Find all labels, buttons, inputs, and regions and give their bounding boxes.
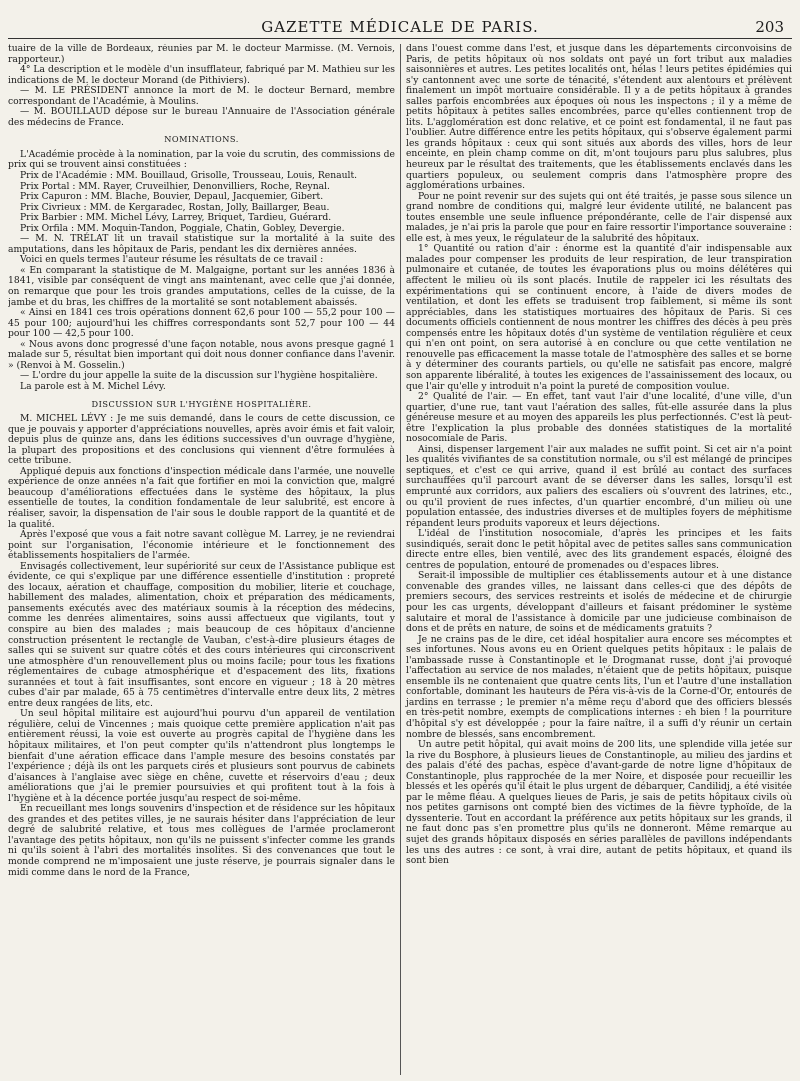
paragraph: L'idéal de l'institution nosocomiale, d'après les principes et les faits susindiqués, serait donc le petit hôpital avec de petites salles sans communication directe entre elles, bien ventilé, avec des lits grandement espacés, éloigné des centres de population, entouré de promenades ou d'espaces libres. <box>406 528 792 571</box>
paragraph: dans l'ouest comme dans l'est, et jusque dans les départements circonvoisins de Paris, de petits hôpitaux où nos soldats ont payé un fort tribut aux maladies saisonnières et autres. Les petites localités ont, hélas ! leurs petites épidémies qui s'y cantonnent avec une sorte de ténacité, s'étendent aux alentours et prélèvent finalement un impôt mortuaire considérable. Il y a de petits hôpitaux à grandes salles parfois encombrées aux époques où nous les inspectons ; il y a même de petits hôpitaux à petites salles encombrées, parce qu'elles contiennent trop de lits. L'agglomération est donc relative, et ce point est fondamental, il ne faut pas l'oublier. Autre différence entre les petits hôpitaux, qui s'observe également parmi les grands hôpitaux : ceux qui sont situés aux abords des villes, hors de leur enceinte, en plein champ comme on dit, m'ont toujours paru plus salubres, plus heureux par le résultat des traitements, que les établissements enclavés dans les quartiers populeux, ou seulement compris dans l'atmosphère propre des agglomérations urbaines. <box>406 44 792 192</box>
paragraph: Serait-il impossible de multiplier ces établissements autour et à une distance convenable des grandes villes, ne laissant dans celles-ci que des dépôts de premiers secours, des services restreints et isolés de médecine et de chirurgie pour les cas urgents, développant d'ailleurs et faisant prédominer le système salutaire et moral de l'assistance à domicile par une judicieuse combinaison de dons et de prêts en nature, de soins et de médicaments gratuits ? <box>406 570 792 635</box>
journal-title: GAZETTE MÉDICALE DE PARIS. <box>261 18 539 36</box>
section-heading: NOMINATIONS. <box>164 134 239 145</box>
paragraph: Je ne crains pas de le dire, cet idéal hospitalier aura encore ses mécomptes et ses infortunes. Nous avons eu en Orient quelques petits hôpitaux : le palais de l'ambassade russe à Constantinople et le Drogmanat russe, dont j'ai provoqué l'affectation au service de nos malades, n'étaient que de petits hôpitaux, puisque ensemble ils ne contenaient que quatre cents lits, l'un et l'autre d'une installation confortable, dominant les hauteurs de Péra vis-à-vis de la Corne-d'Or, entourés de jardins en terrasse ; le premier n'a même reçu d'abord que des officiers blessés en très-petit nombre, exempts de complications internes : eh bien ! la pourriture d'hôpital s'y est développée ; pour la faire naître, il a suffi d'y réunir un certain nombre de blessés, sans encombrement. <box>406 633 792 740</box>
paragraph: « Nous avons donc progressé d'une façon notable, nous avons presque gagné 1 malade sur 5, résultat bien important qui doit nous donner confiance dans l'avenir. » (Renvoi à M. Gosselin.) <box>8 338 395 371</box>
paragraph: Appliqué depuis aux fonctions d'inspection médicale dans l'armée, une nouvelle expérience de onze années n'a fait que fortifier en moi la conviction que, malgré beaucoup d'améliorations effectuées dans le système des hôpitaux, la plus essentielle de toutes, la condition fondamentale de leur salubrité, est encore à réaliser, savoir, la dispensation de l'air sous le double rapport de la quantité et de la qualité. <box>8 465 395 530</box>
paragraph: 2° Qualité de l'air. — En effet, tant vaut l'air d'une localité, d'une ville, d'un quartier, d'une rue, tant vaut l'aération des salles, fût-elle assurée dans la plus généreuse mesure et au moyen des appareils les plus perfectionnés. C'est là peut-être l'explication la plus probable des données statistiques de la mortalité nosocomiale de Paris. <box>406 391 792 445</box>
paragraph: Prix Portal : MM. Rayer, Cruveilhier, Denonvilliers, Roche, Reynal. <box>20 180 330 192</box>
paragraph: Prix Civrieux : MM. de Kergaradec, Rostan, Jolly, Baillarger, Beau. <box>20 201 330 213</box>
paragraph: Prix Orfila : MM. Moquin-Tandon, Poggiale, Chatin, Gobley, Devergie. <box>20 222 345 234</box>
left-column <box>8 44 400 1075</box>
paragraph: — M. N. TRÉLAT lit un travail statistique sur la mortalité à la suite des amputations, dans les hôpitaux de Paris, pendant les dix dernières années. <box>8 233 395 255</box>
paragraph: Prix Capuron : MM. Blache, Bouvier, Depaul, Jacquemier, Gibert. <box>20 191 324 203</box>
paragraph: — M. LE PRÉSIDENT annonce la mort de M. le docteur Bernard, membre correspondant de l'Académie, à Moulins. <box>8 85 395 107</box>
paragraph: « Ainsi en 1841 ces trois opérations donnent 62,6 pour 100 — 55,2 pour 100 — 45 pour 100; aujourd'hui les chiffres correspondants sont 52,7 pour 100 — 44 pour 100 — 42,5 pour 100. <box>8 307 395 340</box>
paragraph: Un autre petit hôpital, qui avait moins de 200 lits, une splendide villa jetée sur la rive du Bosphore, à plusieurs lieues de Constantinople, au milieu des jardins et des palais d'été des pachas, espèce d'avant-garde de notre ligne d'hôpitaux de Constantinople, plus rapprochée de la mer Noire, et disposée pour recueillir les blessés et les opérés qu'il était le plus urgent de débarquer, Candilidj, a été visitée par le même fléau. A quelques lieues de Paris, je sais de petits hôpitaux civils où nos petites garnisons ont compté bien des victimes de la fièvre typhoïde, de la dyssenterie. Tout en accordant la préférence aux petits hôpitaux sur les grands, il ne faut donc pas s'en promettre plus qu'ils ne donneront. Même remarque au sujet des grands hôpitaux disposés en séries parallèles de pavillons indépendants les uns des autres : ce sont, à vrai dire, autant de petits hôpitaux, et quand ils sont bien <box>406 739 792 867</box>
paragraph: — M. BOUILLAUD dépose sur le bureau l'Annuaire de l'Association générale des médecins de France. <box>8 106 395 128</box>
paragraph: tuaire de la ville de Bordeaux, réunies par M. le docteur Marmisse. (M. Vernois, rapporteur.) <box>8 44 395 65</box>
paragraph: « En comparant la statistique de M. Malgaigne, portant sur les années 1836 à 1841, visible par conséquent de vingt ans maintenant, avec celle que j'ai donnée, on remarque que pour les trois grandes amputations, celles de la cuisse, de la jambe et du bras, les chiffres de la mortalité se sont notablement abaissés. <box>8 264 395 308</box>
paragraph: — L'ordre du jour appelle la suite de la discussion sur l'hygiène hospitalière. <box>20 370 378 382</box>
paragraph: M. MICHEL LÉVY : Je me suis demandé, dans le cours de cette discussion, ce que je pouvais y apporter d'appréciations nouvelles, après avoir émis et fait valoir, depuis plus de quinze ans, dans les éditions successives d'un ouvrage d'hygiène, la plupart des propositions et des conclusions qui viennent d'être formulées à cette tribune. <box>8 413 395 467</box>
paragraph: Prix Barbier : MM. Michel Lévy, Larrey, Briquet, Tardieu, Guérard. <box>20 212 332 224</box>
paragraph: 1° Quantité ou ration d'air : énorme est la quantité d'air indispensable aux malades pour compenser les produits de leur respiration, de leur transpiration pulmonaire et cutanée, de toutes les évaporations plus ou moins délétères qui affectent le milieu où ils sont placés. Inutile de rappeler ici les résultats des expérimentations qui se continuent encore, à l'aide de divers modes de ventilation, et dont les effets se traduisent trop faiblement, si même ils sont appréciables, dans les statistiques mortuaires des hôpitaux de Paris. Si ces documents officiels contiennent de nous montrer les chiffres des décès à peu près compensés entre les hôpitaux dotés d'un système de ventilation régulière et ceux qui n'en ont point, on sera autorisé à en conclure ou que cette ventilation ne renouvelle pas efficacement la masse totale de l'atmosphère des salles et se borne à y déterminer des courants partiels, ou qu'elle ne satisfait pas encore, malgré son apparente libéralité, à toutes les exigences de l'assainissement des locaux, ou que l'air qu'elle y introduit n'a point la pureté de composition voulue. <box>406 243 792 392</box>
paragraph: 4° La description et le modèle d'un insufflateur, fabriqué par M. Mathieu sur les indications de M. le docteur Morand (de Pithiviers). <box>8 64 395 86</box>
page-header <box>8 18 792 39</box>
paragraph: L'Académie procède à la nomination, par la voie du scrutin, des commissions de prix qui se trouvent ainsi constituées : <box>8 148 395 171</box>
paragraph: La parole est à M. Michel Lévy. <box>20 380 166 392</box>
paragraph: En recueillant mes longs souvenirs d'inspection et de résidence sur les hôpitaux des grandes et des petites villes, je ne saurais hésiter dans l'appréciation de leur degré de salubrité relative, et tous mes collègues de l'armée proclameront l'avantage des petits hôpitaux, non qu'ils ne puissent s'infecter comme les grands ni qu'ils soient à l'abri des mortalités insolites. Si des convenances que tout le monde comprend ne m'imposaient une juste réserve, je pourrais signaler dans le midi comme dans le nord de la France, <box>8 803 395 878</box>
paragraph: Pour ne point revenir sur des sujets qui ont été traités, je passe sous silence un grand nombre de conditions qui, malgré leur évidente utilité, ne balancent pas toutes ensemble une seule influence prépondérante, celle de l'air dispensé aux malades, je n'ai pris la parole que pour en faire ressortir l'importance souveraine : elle est, à mes yeux, le régulateur de la salubrité des hôpitaux. <box>406 190 792 244</box>
paragraph: Ainsi, dispenser largement l'air aux malades ne suffit point. Si cet air n'a point les qualités vivifiantes de sa constitution normale, ou s'il est mélangé de principes septiques, et c'est ce qui arrive, quand il est brûlé au contact des surfaces surchauffées qu'il parcourt avant de se déverser dans les salles, lorsqu'il est emprunté aux corridors, aux paliers des escaliers où s'ouvrent des latrines, etc., ou qu'il provient de rues infectes, d'un quartier encombré, d'un milieu où une population entassée, des industries diverses et de multiples foyers de méphitisme répandent leurs produits vaporeux et leurs déjections. <box>406 443 792 529</box>
paragraph: Prix de l'Académie : MM. Bouillaud, Grisolle, Trousseau, Louis, Renault. <box>20 170 358 182</box>
text-columns <box>8 44 792 1075</box>
right-column <box>400 44 792 1075</box>
paragraph: Un seul hôpital militaire est aujourd'hui pourvu d'un appareil de ventilation régulière, celui de Vincennes ; mais quoique cette première application n'ait pas entièrement réussi, la voie est ouverte au progrès capital de l'hygiène dans les hôpitaux militaires, et l'on peut compter qu'ils n'attendront plus longtemps le bienfait d'une aération efficace dans l'ample mesure des besoins constatés par l'expérience ; déjà ils ont les parquets cirés et plusieurs sont pourvus de cabinets d'aisances à l'anglaise avec siège en chêne, cuvette et réservoirs d'eau ; deux améliorations que j'ai le premier poursuivies et qui profitent tout à la fois à l'hygiène et à la décence portée jusqu'au respect de soi-même. <box>8 708 395 804</box>
paragraph: Après l'exposé que vous a fait notre savant collègue M. Larrey, je ne reviendrai point sur l'organisation, l'économie intérieure et le fonctionnement des établissements hospitaliers de l'armée. <box>8 529 395 562</box>
section-heading: DISCUSSION SUR L'HYGIÈNE HOSPITALIÈRE. <box>91 398 312 409</box>
page-number: 203 <box>755 18 784 36</box>
paragraph: Voici en quels termes l'auteur résume les résultats de ce travail : <box>20 254 324 266</box>
paragraph: Envisagés collectivement, leur supériorité sur ceux de l'Assistance publique est évidente, ce qui s'explique par une différence essentielle d'institution : propreté des locaux, aération et chauffage, composition du mobilier, literie et couchage, habillement des malades, alimentation, choix et préparation des médicaments, pansements exécutés avec des matériaux soumis à la réception des médecins, comme les denrées alimentaires, soins aussi affectueux que vigilants, tout y conspire au bien des malades ; mais beaucoup de ces hôpitaux d'ancienne construction présentent le rectangle de Vauban, c'est-à-dire plusieurs étages de salles qui se suivent sur quatre côtés et des cours intérieures qui circonscrivent une atmosphère d'un renouvellement plus ou moins facile; pour tous les fixations réglementaires de cubage atmosphérique et d'espacement des lits, fixations surannées et tout à fait insuffisantes, sont encore en vigueur ; 18 à 20 mètres cubes d'air par malade, 65 à 75 centimètres d'intervalle entre deux lits, 2 mètres entre deux rangées de lits, etc. <box>8 560 395 709</box>
